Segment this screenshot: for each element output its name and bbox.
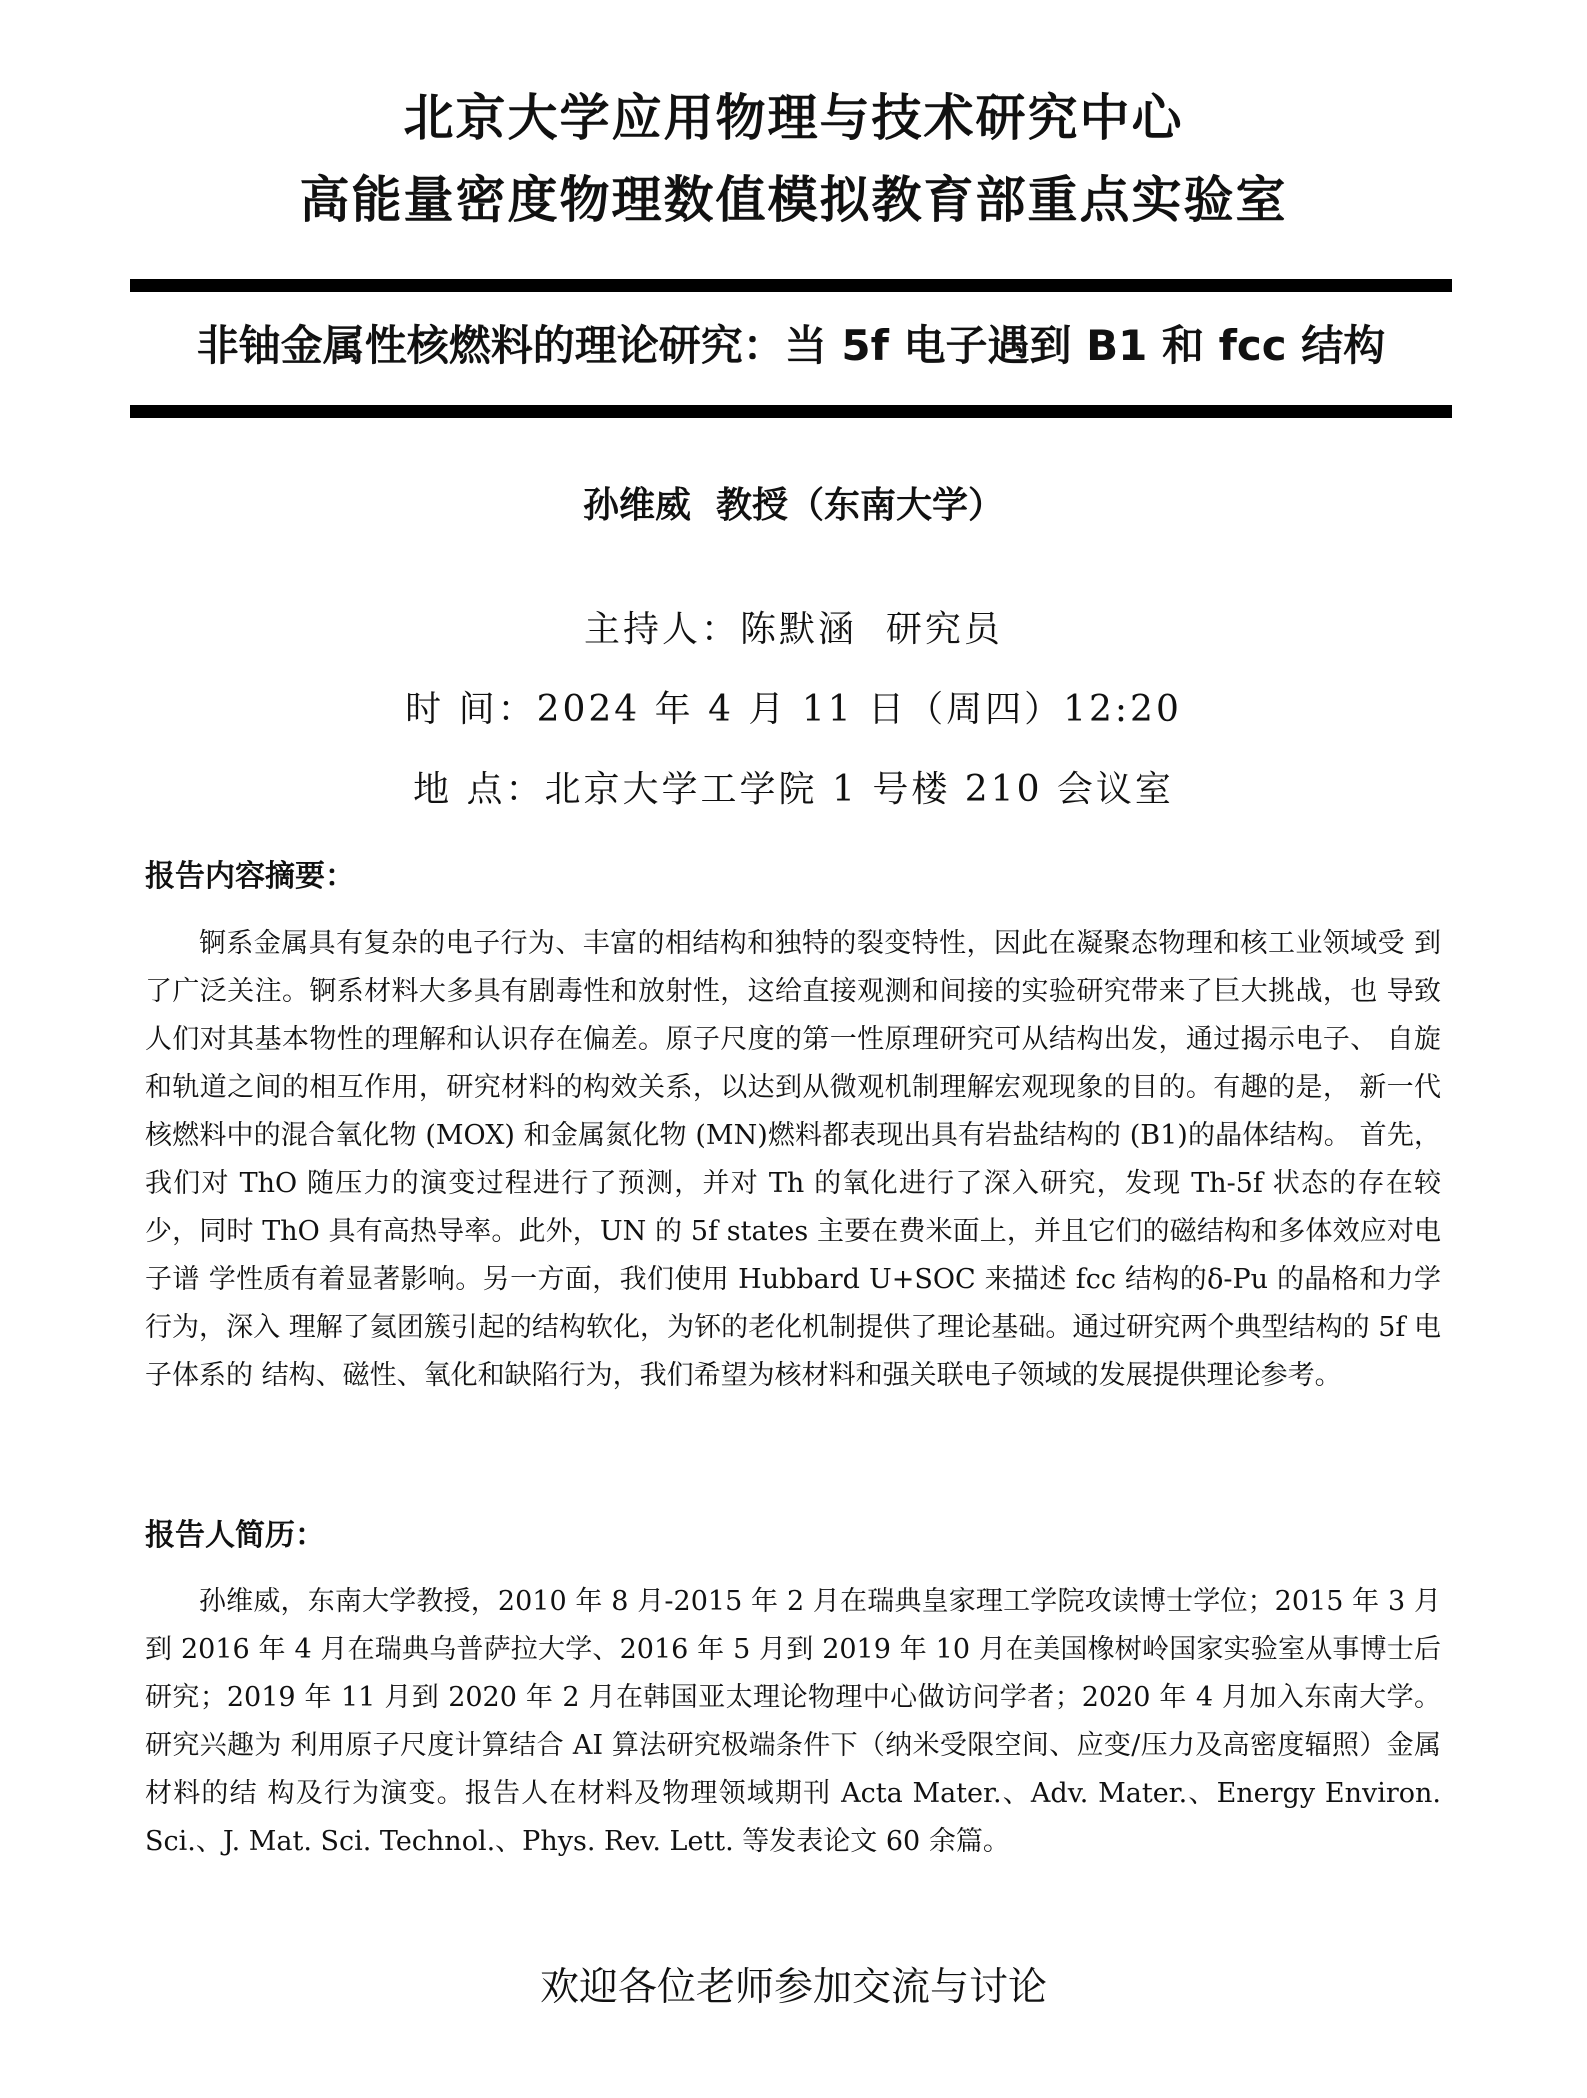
organization-name: 北京大学应用物理与技术研究中心 — [403, 89, 1184, 147]
laboratory-name: 高能量密度物理数值模拟教育部重点实验室 — [299, 171, 1288, 229]
title-bottom-rule — [130, 405, 1452, 418]
title-top-rule — [130, 279, 1452, 292]
speaker-name: 孙维威 教授（东南大学） — [582, 485, 1005, 526]
bio-body: 孙维威，东南大学教授，2010 年 8 月-2015 年 2 月在瑞典皇家理工学院攻读博士学位；2015 年 3 月到 2016 年 4 月在瑞典乌普萨拉大学、2016 年 5 月到 2019 年 10 月在美国橡树岭国家实验室从事博士后研究；2019 年 11 月到 2020 年 2 月在韩国亚太理论物理中心做访问学者；2020 年 4 月加入东南大学。研究兴趣为 利用原子尺度计算结合 AI 算法研究极端条件下（纳米受限空间、应变/压力及高密度辐照）金属材料的结 构及行为演变。报告人在材料及物理领域期刊 Acta Mater.、Adv. Mater.、Energy Environ. Sci.、J. Mat. Sci. Technol.、Phys. Rev. Lett. 等发表论文 60 余篇。 — [145, 1586, 1441, 1857]
time-line: 时 间：2024 年 4 月 11 日（周四）12:20 — [405, 689, 1182, 730]
talk-title: 非铀金属性核燃料的理论研究：当 5f 电子遇到 B1 和 fcc 结构 — [196, 321, 1386, 370]
abstract-body: 锕系金属具有复杂的电子行为、丰富的相结构和独特的裂变特性，因此在凝聚态物理和核工业领域受 到了广泛关注。锕系材料大多具有剧毒性和放射性，这给直接观测和间接的实验研究带来了巨大挑战，也 导致人们对其基本物性的理解和认识存在偏差。原子尺度的第一性原理研究可从结构出发，通过揭示电子、 自旋和轨道之间的相互作用，研究材料的构效关系，以达到从微观机制理解宏观现象的目的。有趣的是， 新一代核燃料中的混合氧化物 (MOX) 和金属氮化物 (MN)燃料都表现出具有岩盐结构的 (B1)的晶体结构。 首先，我们对 ThO 随压力的演变过程进行了预测，并对 Th 的氧化进行了深入研究，发现 Th-5f 状态的存在较 少，同时 ThO 具有高热导率。此外，UN 的 5f states 主要在费米面上，并且它们的磁结构和多体效应对电子谱 学性质有着显著影响。另一方面，我们使用 Hubbard U+SOC 来描述 fcc 结构的δ-Pu 的晶格和力学行为，深入 理解了氦团簇引起的结构软化，为钚的老化机制提供了理论基础。通过研究两个典型结构的 5f 电子体系的 结构、磁性、氧化和缺陷行为，我们希望为核材料和强关联电子领域的发展提供理论参考。 — [145, 928, 1441, 1391]
host-line: 主持人：陈默涵 研究员 — [584, 609, 1003, 650]
bio-heading: 报告人简历： — [145, 1518, 325, 1553]
closing-invitation: 欢迎各位老师参加交流与讨论 — [539, 1965, 1047, 2010]
abstract-heading: 报告内容摘要： — [145, 859, 355, 894]
place-line: 地 点：北京大学工学院 1 号楼 210 会议室 — [413, 769, 1174, 810]
